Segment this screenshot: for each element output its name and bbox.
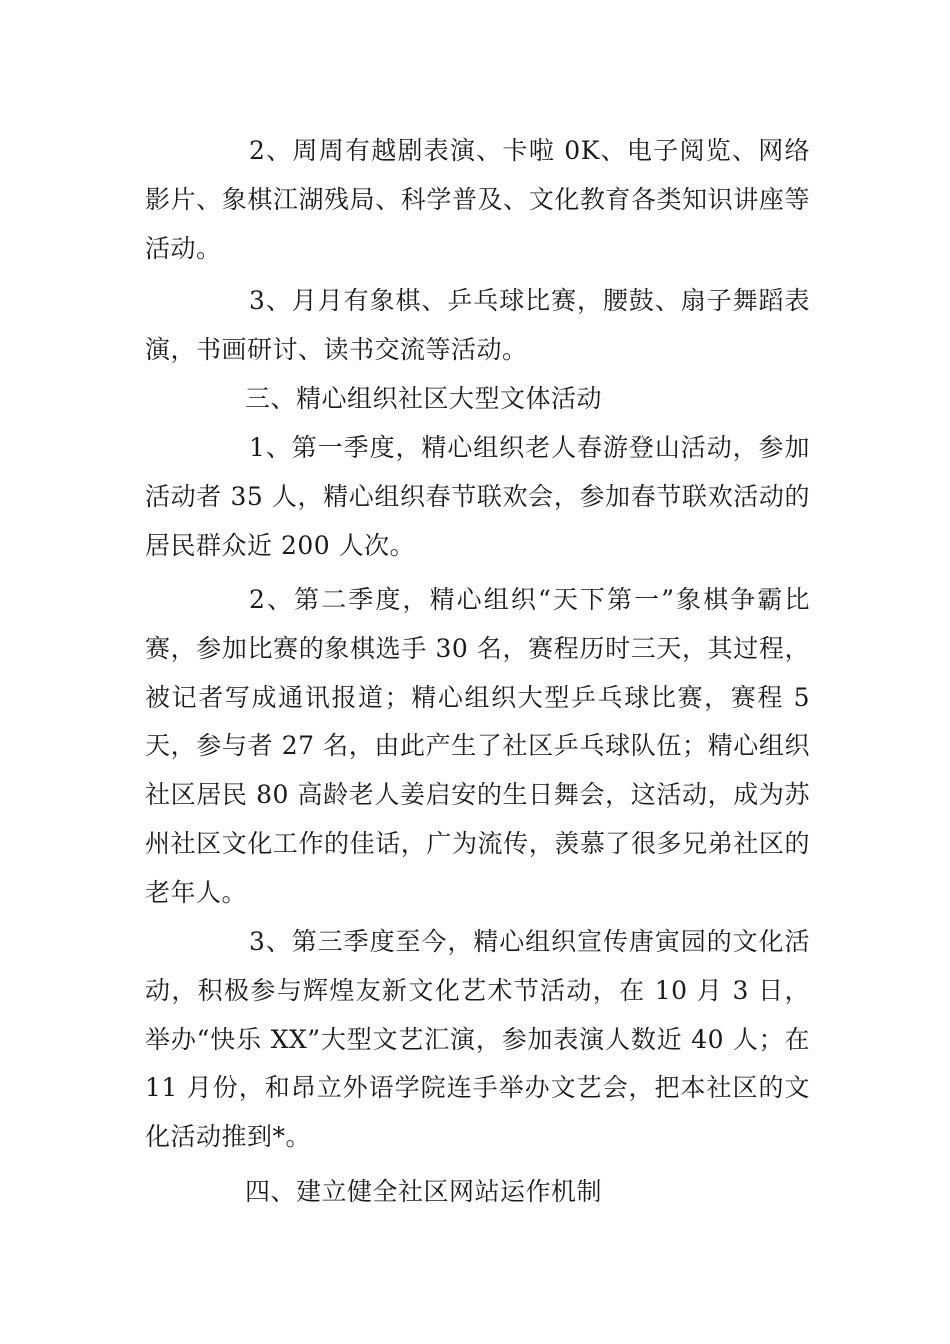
section-heading-three: 三、精心组织社区大型文体活动 bbox=[245, 384, 603, 413]
paragraph-second-quarter: 2、第二季度，精心组织“天下第一”象棋争霸比赛，参加比赛的象棋选手 30 名，赛程历时三天，其过程，被记者写成通讯报道；精心组织大型乒乓球比赛，赛程 5 天，参与者 27 名，由此产生了社区乒乓球队伍；精心组织社区居民 80 高龄老人姜启安的生日舞会，这活动，成为苏州社区文化工作的佳话，广为流传，羡慕了很多兄弟社区的老年人。 bbox=[145, 585, 810, 907]
paragraph-first-quarter: 1、第一季度，精心组织老人春游登山活动，参加活动者 35 人，精心组织春节联欢会，参加春节联欢活动的居民群众近 200 人次。 bbox=[145, 433, 810, 560]
section-heading-four: 四、建立健全社区网站运作机制 bbox=[245, 1177, 603, 1206]
paragraph-weekly-activities: 2、周周有越剧表演、卡啦 0K、电子阅览、网络影片、象棋江湖残局、科学普及、文化教育各类知识讲座等活动。 bbox=[145, 136, 810, 263]
paragraph-third-quarter: 3、第三季度至今，精心组织宣传唐寅园的文化活动，积极参与辉煌友新文化艺术节活动，在 10 月 3 日，举办“快乐 XX”大型文艺汇演，参加表演人数近 40 人；在 11 月份，和昂立外语学院连手举办文艺会，把本社区的文化活动推到*。 bbox=[145, 927, 810, 1152]
paragraph-monthly-activities: 3、月月有象棋、乒乓球比赛，腰鼓、扇子舞蹈表演，书画研讨、读书交流等活动。 bbox=[145, 286, 810, 364]
